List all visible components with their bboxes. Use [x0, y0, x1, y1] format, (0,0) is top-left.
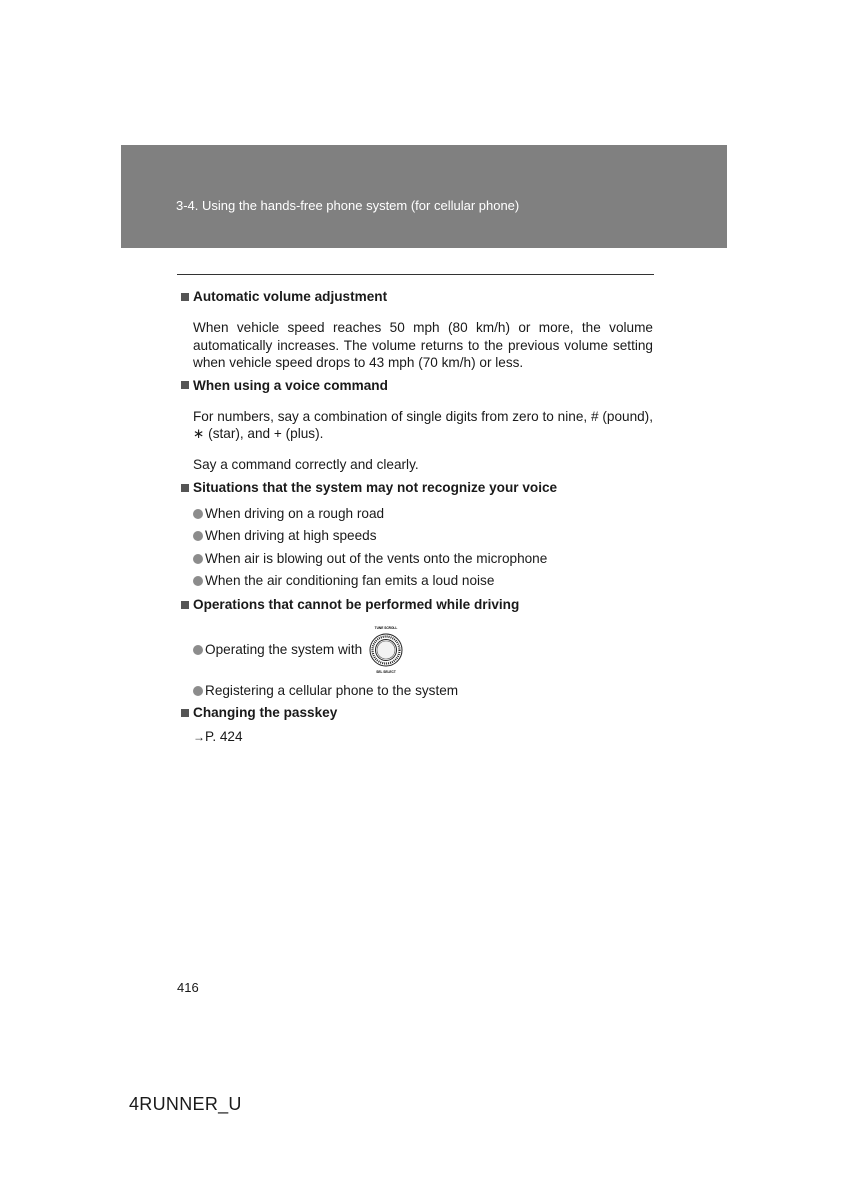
square-bullet-icon [181, 709, 189, 717]
list-item [193, 570, 653, 593]
section-heading [181, 288, 653, 306]
paragraph: For numbers, say a combination of single digits from zero to nine, # (pound), ∗ (star), and + (plus). [193, 408, 653, 442]
square-bullet-icon [181, 293, 189, 301]
page-number: 416 [177, 980, 199, 995]
page-reference [193, 728, 653, 747]
section-passkey [181, 704, 653, 746]
square-bullet-icon [181, 381, 189, 389]
tune-scroll-knob-icon [368, 624, 404, 676]
section-restricted-operations [181, 596, 653, 702]
list-item-text: Registering a cellular phone to the system [205, 683, 459, 699]
model-code: 4RUNNER_U [129, 1094, 242, 1114]
list-item [193, 620, 653, 680]
bullet-list [181, 502, 653, 592]
circle-bullet-icon [193, 645, 203, 655]
circle-bullet-icon [193, 576, 203, 586]
reference-text: P. 424 [205, 728, 243, 744]
knob-top-label: TUNE SCROLL [374, 625, 398, 630]
list-item-text: When driving on a rough road [205, 505, 385, 521]
section-heading [181, 479, 653, 497]
circle-bullet-icon [193, 554, 203, 564]
heading-text: When using a voice command [193, 377, 388, 393]
square-bullet-icon [181, 484, 189, 492]
square-bullet-icon [181, 601, 189, 609]
list-item-text: When driving at high speeds [205, 528, 377, 544]
paragraph: Say a command correctly and clearly. [193, 457, 419, 473]
heading-text: Operations that cannot be performed while driving [193, 597, 520, 613]
list-item [193, 680, 653, 703]
list-item [193, 502, 653, 525]
list-item-text: When the air conditioning fan emits a loud noise [205, 573, 495, 589]
list-item [193, 525, 653, 548]
heading-text: Situations that the system may not recognize your voice [193, 479, 558, 495]
heading-text: Automatic volume adjustment [193, 289, 388, 304]
right-arrow-icon: → [193, 729, 205, 744]
section-heading [181, 704, 653, 722]
heading-text: Changing the passkey [193, 705, 338, 721]
circle-bullet-icon [193, 686, 203, 696]
page-content [181, 288, 653, 746]
section-volume-adjustment [181, 288, 653, 372]
section-heading [181, 596, 653, 614]
circle-bullet-icon [193, 531, 203, 541]
circle-bullet-icon [193, 509, 203, 519]
section-header-band [121, 145, 727, 248]
list-item-text: When air is blowing out of the vents onto the microphone [205, 550, 548, 566]
bullet-list [181, 620, 653, 703]
header-divider [177, 274, 654, 275]
section-header-title: 3-4. Using the hands-free phone system (for cellular phone) [176, 198, 520, 213]
paragraph: When vehicle speed reaches 50 mph (80 km/h) or more, the volume automatically increases. The volume returns to the previous volume setting when vehicle speed drops to 43 mph (70 km/h) or less. [193, 320, 653, 371]
section-voice-command [181, 377, 653, 474]
list-item-text: Operating the system with [205, 642, 363, 658]
section-heading [181, 377, 653, 395]
knob-bottom-label: SEL SELECT [376, 669, 396, 674]
section-voice-recognition-issues [181, 479, 653, 593]
list-item [193, 547, 653, 570]
